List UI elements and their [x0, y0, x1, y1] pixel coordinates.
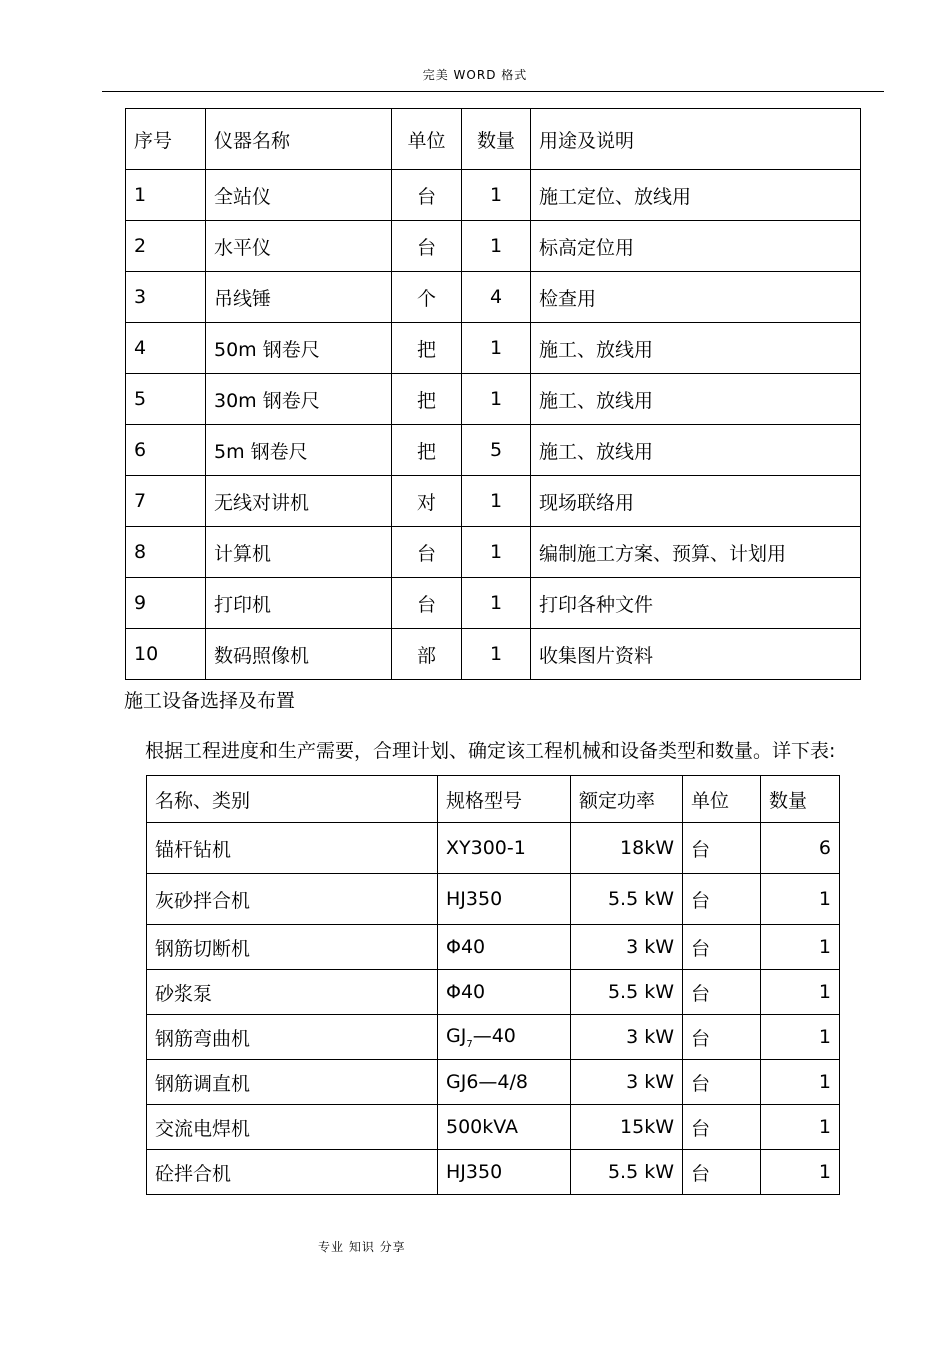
cell-name: 钢筋弯曲机: [147, 1015, 438, 1060]
cell-name: 砼拌合机: [147, 1150, 438, 1195]
header-cell-power: 额定功率: [571, 776, 683, 823]
table-row: [126, 578, 861, 629]
cell-qty: 1: [761, 970, 840, 1015]
table-row: [126, 221, 861, 272]
table-row: [126, 374, 861, 425]
cell-name: 30m 钢卷尺: [206, 374, 392, 425]
cell-qty: 1: [462, 527, 531, 578]
table-row: [126, 323, 861, 374]
table-row: [126, 170, 861, 221]
table-row: [126, 527, 861, 578]
cell-no: 2: [126, 221, 206, 272]
cell-model: XY300-1: [438, 823, 571, 874]
intro-paragraph: 根据工程进度和生产需要，合理计划、确定该工程机械和设备类型和数量。详下表:: [145, 740, 836, 762]
table-row: [147, 1060, 840, 1105]
cell-use: 标高定位用: [531, 221, 861, 272]
model-suffix: —40: [472, 1024, 516, 1047]
cell-power: 3 kW: [571, 925, 683, 970]
cell-name: 全站仪: [206, 170, 392, 221]
cell-no: 7: [126, 476, 206, 527]
cell-name: 钢筋切断机: [147, 925, 438, 970]
cell-qty: 5: [462, 425, 531, 476]
cell-unit: 台: [683, 970, 761, 1015]
cell-qty: 1: [462, 323, 531, 374]
cell-unit: 台: [683, 1015, 761, 1060]
cell-qty: 1: [761, 1060, 840, 1105]
cell-use: 检查用: [531, 272, 861, 323]
cell-name: 数码照像机: [206, 629, 392, 680]
cell-power: 5.5 kW: [571, 1150, 683, 1195]
cell-power: 5.5 kW: [571, 874, 683, 925]
header-cell-model: 规格型号: [438, 776, 571, 823]
cell-use: 施工、放线用: [531, 425, 861, 476]
cell-no: 4: [126, 323, 206, 374]
cell-qty: 1: [462, 170, 531, 221]
cell-qty: 6: [761, 823, 840, 874]
header-cell-no: 序号: [126, 109, 206, 170]
cell-qty: 1: [761, 925, 840, 970]
table-row: [147, 1150, 840, 1195]
header-cell-name: 仪器名称: [206, 109, 392, 170]
cell-unit: 部: [392, 629, 462, 680]
cell-qty: 1: [761, 1015, 840, 1060]
cell-unit: 台: [683, 1150, 761, 1195]
header-cell-unit: 单位: [683, 776, 761, 823]
table-row: [147, 874, 840, 925]
cell-unit: 台: [683, 1060, 761, 1105]
cell-name: 灰砂拌合机: [147, 874, 438, 925]
cell-name: 交流电焊机: [147, 1105, 438, 1150]
cell-unit: 台: [683, 874, 761, 925]
cell-unit: 对: [392, 476, 462, 527]
cell-no: 1: [126, 170, 206, 221]
model-prefix: GJ: [446, 1024, 467, 1047]
table-row: [147, 1105, 840, 1150]
cell-unit: 台: [392, 527, 462, 578]
cell-no: 9: [126, 578, 206, 629]
page-header: 完美 WORD 格式: [422, 68, 528, 82]
table-row: [147, 970, 840, 1015]
cell-name: 打印机: [206, 578, 392, 629]
table-header-row: [147, 776, 840, 823]
model-subscript: 7: [466, 1038, 473, 1050]
cell-no: 8: [126, 527, 206, 578]
cell-power: 3 kW: [571, 1015, 683, 1060]
table-row: [126, 629, 861, 680]
cell-name: 5m 钢卷尺: [206, 425, 392, 476]
cell-no: 5: [126, 374, 206, 425]
header-cell-qty: 数量: [761, 776, 840, 823]
cell-unit: 个: [392, 272, 462, 323]
cell-name: 锚杆钻机: [147, 823, 438, 874]
header-cell-use: 用途及说明: [531, 109, 861, 170]
instrument-table: [125, 108, 861, 680]
table-row: [126, 476, 861, 527]
header-divider: [102, 91, 884, 92]
equipment-table: [146, 775, 840, 1195]
page-footer: 专业 知识 分享: [318, 1240, 406, 1254]
cell-unit: 台: [683, 1105, 761, 1150]
cell-model: Φ40: [438, 970, 571, 1015]
cell-use: 打印各种文件: [531, 578, 861, 629]
cell-name: 钢筋调直机: [147, 1060, 438, 1105]
table-row: [126, 272, 861, 323]
cell-unit: 台: [392, 221, 462, 272]
cell-power: 15kW: [571, 1105, 683, 1150]
header-cell-unit: 单位: [392, 109, 462, 170]
cell-unit: 把: [392, 323, 462, 374]
cell-name: 无线对讲机: [206, 476, 392, 527]
table-row: [147, 925, 840, 970]
cell-qty: 1: [462, 578, 531, 629]
cell-model: GJ6—4/8: [438, 1060, 571, 1105]
cell-no: 6: [126, 425, 206, 476]
cell-unit: 把: [392, 374, 462, 425]
table-row: [147, 1015, 840, 1060]
cell-qty: 1: [462, 221, 531, 272]
table-row: [147, 823, 840, 874]
cell-model: [438, 1015, 571, 1060]
cell-unit: 台: [683, 925, 761, 970]
cell-model: 500kVA: [438, 1105, 571, 1150]
cell-unit: 把: [392, 425, 462, 476]
cell-name: 水平仪: [206, 221, 392, 272]
cell-name: 吊线锤: [206, 272, 392, 323]
cell-name: 50m 钢卷尺: [206, 323, 392, 374]
cell-qty: 1: [761, 1105, 840, 1150]
cell-qty: 1: [462, 374, 531, 425]
table-row: [126, 425, 861, 476]
cell-power: 5.5 kW: [571, 970, 683, 1015]
cell-use: 编制施工方案、预算、计划用: [531, 527, 861, 578]
cell-use: 施工定位、放线用: [531, 170, 861, 221]
cell-unit: 台: [392, 578, 462, 629]
cell-power: 3 kW: [571, 1060, 683, 1105]
cell-qty: 4: [462, 272, 531, 323]
cell-no: 10: [126, 629, 206, 680]
cell-unit: 台: [392, 170, 462, 221]
cell-power: 18kW: [571, 823, 683, 874]
cell-qty: 1: [462, 629, 531, 680]
table-header-row: [126, 109, 861, 170]
header-cell-qty: 数量: [462, 109, 531, 170]
cell-model: HJ350: [438, 874, 571, 925]
cell-name: 砂浆泵: [147, 970, 438, 1015]
cell-use: 施工、放线用: [531, 374, 861, 425]
cell-model: HJ350: [438, 1150, 571, 1195]
cell-qty: 1: [462, 476, 531, 527]
header-cell-name: 名称、类别: [147, 776, 438, 823]
cell-qty: 1: [761, 874, 840, 925]
cell-no: 3: [126, 272, 206, 323]
cell-use: 施工、放线用: [531, 323, 861, 374]
cell-model: Φ40: [438, 925, 571, 970]
cell-use: 现场联络用: [531, 476, 861, 527]
cell-unit: 台: [683, 823, 761, 874]
cell-name: 计算机: [206, 527, 392, 578]
section-title: 施工设备选择及布置: [124, 690, 296, 712]
cell-use: 收集图片资料: [531, 629, 861, 680]
cell-qty: 1: [761, 1150, 840, 1195]
